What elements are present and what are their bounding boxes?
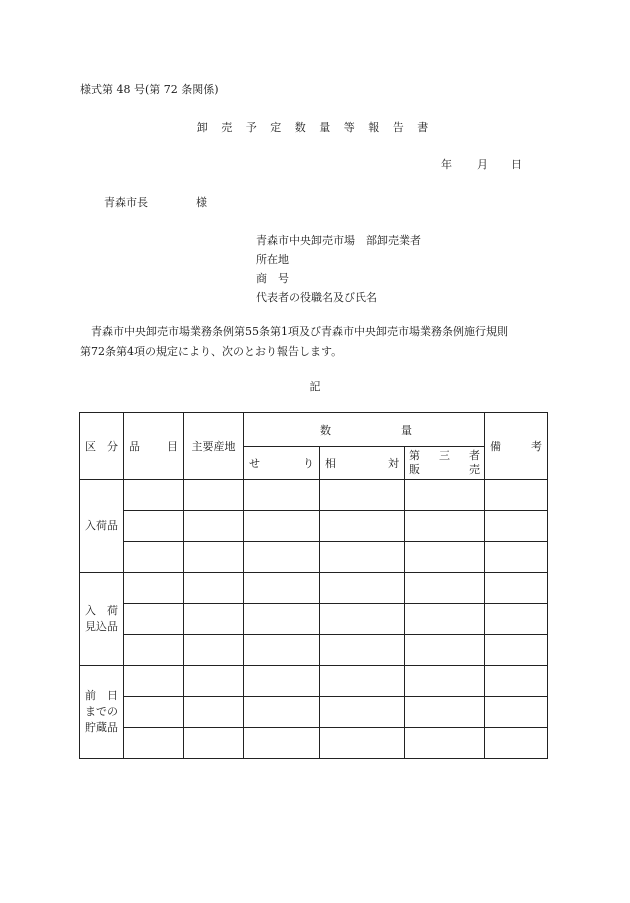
sender-trade-name-label: 商 号 — [256, 272, 289, 285]
table-cell[interactable] — [184, 604, 244, 635]
table-cell[interactable] — [320, 697, 405, 728]
table-cell[interactable] — [184, 511, 244, 542]
group-label-stored-goods: 前 日 までの 貯蔵品 — [80, 666, 124, 759]
table-cell[interactable] — [485, 573, 548, 604]
table-cell[interactable] — [124, 573, 184, 604]
table-cell[interactable] — [320, 666, 405, 697]
report-body-line-2: 第72条第4項の規定により、次のとおり報告します。 — [80, 345, 343, 358]
header-hinmoku: 品 目 — [124, 413, 184, 480]
header-aitai: 相 対 — [320, 447, 405, 480]
table-cell[interactable] — [485, 635, 548, 666]
table-cell[interactable] — [485, 666, 548, 697]
form-number: 様式第 48 号(第 72 条関係) — [80, 83, 219, 96]
table-cell[interactable] — [485, 480, 548, 511]
table-cell[interactable] — [124, 635, 184, 666]
date-month-label: 月 — [477, 158, 488, 171]
table-cell[interactable] — [405, 573, 485, 604]
table-cell[interactable] — [244, 728, 320, 759]
table-cell[interactable] — [184, 697, 244, 728]
table-cell[interactable] — [485, 542, 548, 573]
sender-representative-label: 代表者の役職名及び氏名 — [256, 291, 377, 304]
addressee-honorific: 様 — [196, 196, 207, 209]
table-cell[interactable] — [124, 666, 184, 697]
table-cell[interactable] — [244, 604, 320, 635]
table-cell[interactable] — [124, 480, 184, 511]
document-title: 卸 売 予 定 数 量 等 報 告 書 — [196, 121, 434, 134]
table-cell[interactable] — [184, 480, 244, 511]
table-cell[interactable] — [320, 604, 405, 635]
header-biko: 備 考 — [485, 413, 548, 480]
table-cell[interactable] — [485, 604, 548, 635]
table-cell[interactable] — [320, 511, 405, 542]
report-body-line-1: 青森市中央卸売市場業務条例第55条第1項及び青森市中央卸売市場業務条例施行規則 — [80, 325, 508, 338]
table-cell[interactable] — [244, 635, 320, 666]
table-cell[interactable] — [124, 542, 184, 573]
table-cell[interactable] — [485, 511, 548, 542]
sender-market: 青森市中央卸売市場 部卸売業者 — [256, 234, 421, 247]
table-cell[interactable] — [184, 542, 244, 573]
table-cell[interactable] — [405, 697, 485, 728]
table-cell[interactable] — [184, 728, 244, 759]
table-cell[interactable] — [244, 542, 320, 573]
table-cell[interactable] — [184, 573, 244, 604]
table-cell[interactable] — [184, 635, 244, 666]
table-cell[interactable] — [320, 480, 405, 511]
table-cell[interactable] — [320, 635, 405, 666]
table-cell[interactable] — [320, 542, 405, 573]
header-sanchi: 主要産地 — [184, 413, 244, 480]
table-cell[interactable] — [405, 511, 485, 542]
table-cell[interactable] — [244, 697, 320, 728]
table-cell[interactable] — [124, 697, 184, 728]
group-label-expected-arrivals: 入 荷 見込品 — [80, 573, 124, 666]
sender-address-label: 所在地 — [256, 253, 289, 266]
table-cell[interactable] — [405, 666, 485, 697]
date-year-label: 年 — [441, 158, 452, 171]
addressee-name: 青森市長 — [104, 196, 148, 209]
date-day-label: 日 — [511, 158, 522, 171]
table-cell[interactable] — [124, 511, 184, 542]
table-cell[interactable] — [405, 480, 485, 511]
table-cell[interactable] — [124, 604, 184, 635]
table-cell[interactable] — [485, 697, 548, 728]
table-cell[interactable] — [244, 480, 320, 511]
table-cell[interactable] — [244, 511, 320, 542]
report-table — [79, 412, 548, 759]
header-seri: せ り — [244, 447, 320, 480]
header-daisan: 第 三 者 販 売 — [405, 447, 485, 480]
table-cell[interactable] — [320, 728, 405, 759]
table-cell[interactable] — [405, 604, 485, 635]
table-cell[interactable] — [184, 666, 244, 697]
table-cell[interactable] — [405, 728, 485, 759]
table-cell[interactable] — [485, 728, 548, 759]
table-cell[interactable] — [320, 573, 405, 604]
header-kubun: 区 分 — [80, 413, 124, 480]
ki-marker: 記 — [309, 380, 321, 393]
header-suryo: 数 量 — [244, 413, 485, 447]
table-cell[interactable] — [405, 635, 485, 666]
table-cell[interactable] — [124, 728, 184, 759]
table-cell[interactable] — [244, 666, 320, 697]
report-body — [80, 322, 560, 362]
table-cell[interactable] — [405, 542, 485, 573]
group-label-arrivals: 入荷品 — [80, 480, 124, 573]
table-cell[interactable] — [244, 573, 320, 604]
